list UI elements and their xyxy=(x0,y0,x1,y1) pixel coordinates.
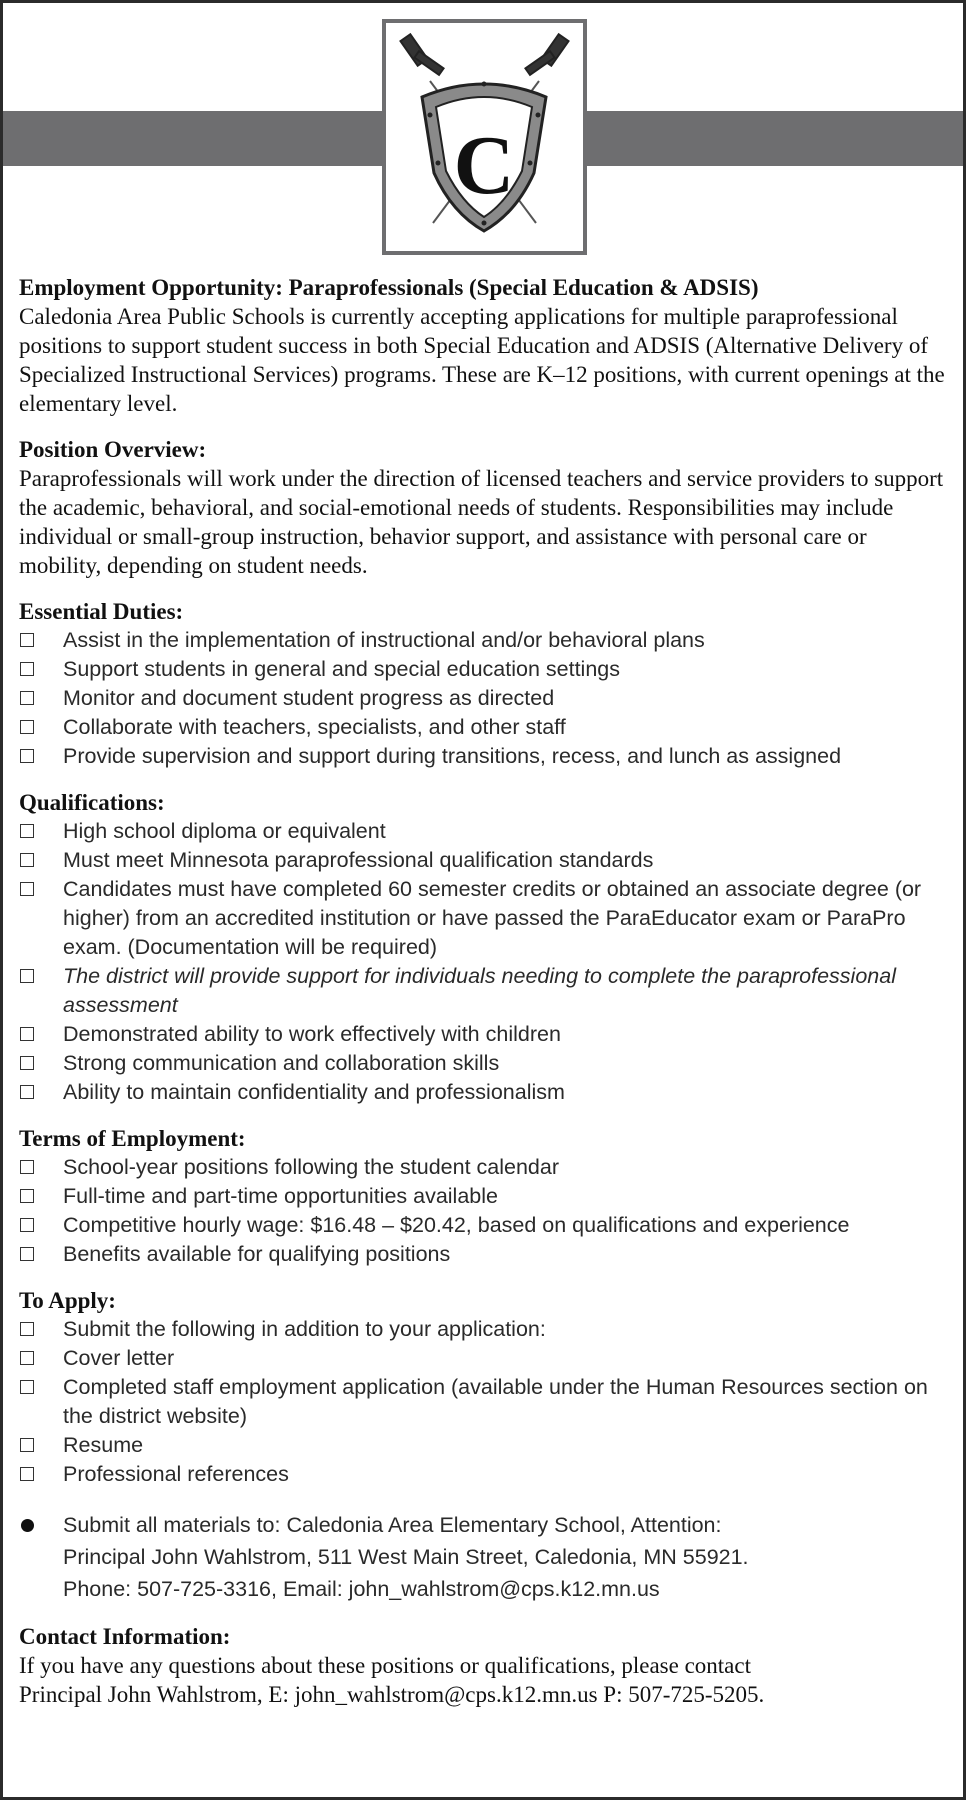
checkbox-icon xyxy=(20,1247,34,1261)
list-item: Professional references xyxy=(19,1460,953,1489)
list-item: Must meet Minnesota paraprofessional qualification standards xyxy=(19,846,953,875)
checkbox-icon xyxy=(20,1027,34,1041)
duties-list xyxy=(19,626,953,771)
list-item: Cover letter xyxy=(19,1344,953,1373)
list-item: Candidates must have completed 60 semester credits or obtained an associate degree (or higher) from an accredited institution or have passed the ParaEducator exam or ParaPro exam. (Documentation will be required) xyxy=(19,875,953,962)
checkbox-icon xyxy=(20,749,34,763)
logo-letter: C xyxy=(453,119,515,212)
list-item: The district will provide support for individuals needing to complete the paraprofessional assessment xyxy=(19,962,953,1020)
apply-section xyxy=(19,1286,953,1605)
bullet-icon xyxy=(21,1519,34,1532)
checkbox-icon xyxy=(20,662,34,676)
school-logo xyxy=(382,19,587,255)
checkbox-icon xyxy=(20,633,34,647)
list-item: Resume xyxy=(19,1431,953,1460)
duties-heading: Essential Duties: xyxy=(19,599,184,624)
overview-section xyxy=(19,435,953,580)
checkbox-icon xyxy=(20,882,34,896)
submit-instructions xyxy=(19,1509,953,1605)
list-item: Ability to maintain confidentiality and professionalism xyxy=(19,1078,953,1107)
list-item: Demonstrated ability to work effectively with children xyxy=(19,1020,953,1049)
checkbox-icon xyxy=(20,1056,34,1070)
overview-paragraph: Paraprofessionals will work under the direction of licensed teachers and service providers to support the academic, behavioral, and social-emotional needs of students. Responsibilities may include individual or small-group instruction, behavior support, and assistance with personal care or mobility, depending on student needs. xyxy=(19,466,944,578)
checkbox-icon xyxy=(20,720,34,734)
list-item: Competitive hourly wage: $16.48 – $20.42, based on qualifications and experience xyxy=(19,1211,953,1240)
terms-list xyxy=(19,1153,953,1269)
checkbox-icon xyxy=(20,824,34,838)
contact-line: Principal John Wahlstrom, E: john_wahlstrom@cps.k12.mn.us P: 507-725-5205. xyxy=(19,1682,765,1707)
list-item: Collaborate with teachers, specialists, and other staff xyxy=(19,713,953,742)
checkbox-icon xyxy=(20,1438,34,1452)
qualifications-section xyxy=(19,788,953,1107)
posting-content xyxy=(19,273,953,1709)
list-item: Submit the following in addition to your application: xyxy=(19,1315,953,1344)
checkbox-icon xyxy=(20,1189,34,1203)
apply-list xyxy=(19,1315,953,1489)
intro-paragraph: Caledonia Area Public Schools is currently accepting applications for multiple paraprofessional positions to support student success in both Special Education and ADSIS (Alternative Delivery of Specialized Instructional Services) programs. These are K–12 positions, with current openings at the elementary level. xyxy=(19,304,945,416)
qualifications-list xyxy=(19,817,953,1107)
list-item: Benefits available for qualifying positions xyxy=(19,1240,953,1269)
checkbox-icon xyxy=(20,1467,34,1481)
list-item: Strong communication and collaboration skills xyxy=(19,1049,953,1078)
shield-crossed-swords-logo-icon xyxy=(386,23,583,251)
list-item: School-year positions following the student calendar xyxy=(19,1153,953,1182)
duties-section xyxy=(19,597,953,771)
checkbox-icon xyxy=(20,853,34,867)
submit-line: Principal John Wahlstrom, 511 West Main Street, Caledonia, MN 55921. xyxy=(63,1545,749,1569)
posting-title: Employment Opportunity: Paraprofessionals (Special Education & ADSIS) xyxy=(19,275,759,300)
list-item: Full-time and part-time opportunities available xyxy=(19,1182,953,1211)
terms-section xyxy=(19,1124,953,1269)
list-item: Completed staff employment application (available under the Human Resources section on the district website) xyxy=(19,1373,953,1431)
checkbox-icon xyxy=(20,1322,34,1336)
submit-line: Phone: 507-725-3316, Email: john_wahlstrom@cps.k12.mn.us xyxy=(63,1577,660,1601)
list-item: Assist in the implementation of instructional and/or behavioral plans xyxy=(19,626,953,655)
checkbox-icon xyxy=(20,1351,34,1365)
overview-heading: Position Overview: xyxy=(19,437,207,462)
list-item: Monitor and document student progress as directed xyxy=(19,684,953,713)
checkbox-icon xyxy=(20,1085,34,1099)
contact-heading: Contact Information: xyxy=(19,1624,231,1649)
list-item: Provide supervision and support during transitions, recess, and lunch as assigned xyxy=(19,742,953,771)
checkbox-icon xyxy=(20,1218,34,1232)
terms-heading: Terms of Employment: xyxy=(19,1126,246,1151)
contact-section xyxy=(19,1622,953,1709)
contact-line: If you have any questions about these positions or qualifications, please contact xyxy=(19,1653,751,1678)
checkbox-icon xyxy=(20,1380,34,1394)
intro-section xyxy=(19,273,953,418)
apply-heading: To Apply: xyxy=(19,1288,116,1313)
checkbox-icon xyxy=(20,691,34,705)
checkbox-icon xyxy=(20,1160,34,1174)
checkbox-icon xyxy=(20,969,34,983)
submit-line: Submit all materials to: Caledonia Area Elementary School, Attention: xyxy=(63,1513,722,1537)
qualifications-heading: Qualifications: xyxy=(19,790,165,815)
list-item: High school diploma or equivalent xyxy=(19,817,953,846)
list-item: Support students in general and special education settings xyxy=(19,655,953,684)
